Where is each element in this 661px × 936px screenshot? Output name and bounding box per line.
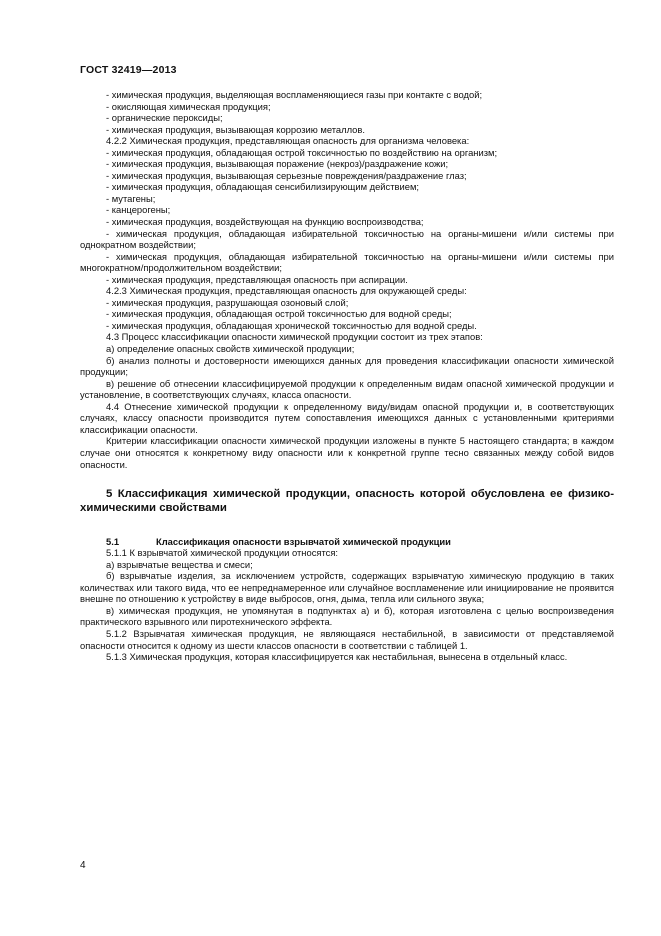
- page-number: 4: [80, 860, 86, 871]
- document-header: ГОСТ 32419—2013: [80, 64, 177, 76]
- list-item: - химическая продукция, вызывающая поражение (некроз)/раздражение кожи;: [106, 158, 449, 170]
- subsection-number: 5.1: [106, 535, 120, 547]
- list-item: - химическая продукция, выделяющая воспламеняющиеся газы при контакте с водой;: [106, 89, 483, 100]
- page-body: [80, 89, 614, 663]
- clause-4-4: 4.4 Отнесение химической продукции к определенному виду/видам опасной продукции и, в соответствующих случаях, классу опасности производится путем сопоставления имеющихся данных с установленными критериями классификации опасности.: [80, 400, 614, 435]
- list-item: - химическая продукция, обладающая острой токсичностью по воздействию на организм;: [106, 146, 498, 158]
- list-item: - канцерогены;: [106, 204, 171, 216]
- list-item: - химическая продукция, обладающая избирательной токсичностью на органы-мишени и/или системы при однократном воздействии;: [80, 227, 614, 251]
- clause-5-1-2: 5.1.2 Взрывчатая химическая продукция, не являющаяся нестабильной, в зависимости от представляемой опасности относится к одному из шести классов опасности в соответствии с таблицей 1.: [80, 628, 614, 651]
- clause-5-1-1: 5.1.1 К взрывчатой химической продукции относятся:: [106, 547, 339, 559]
- list-item: - химическая продукция, разрушающая озоновый слой;: [106, 296, 349, 308]
- list-item: - химическая продукция, обладающая острой токсичностью для водной среды;: [106, 308, 452, 320]
- paragraph: Критерии классификации опасности химической продукции изложены в пункте 5 настоящего стандарта; в каждом случае они относятся к конкретному виду опасности или к конкретной группе тесно связанных между собой видов опасности.: [80, 435, 614, 470]
- list-item: - окисляющая химическая продукция;: [106, 100, 271, 112]
- section-5-heading: 5 Классификация химической продукции, опасность которой обусловлена ее физико-химическими свойствами: [80, 488, 614, 514]
- list-item: а) взрывчатые вещества и смеси;: [106, 558, 253, 570]
- list-item: - органические пероксиды;: [106, 112, 223, 124]
- list-item: - мутагены;: [106, 192, 156, 204]
- clause-4-2-2: 4.2.2 Химическая продукция, представляющая опасность для организма человека:: [106, 135, 470, 147]
- list-item: - химическая продукция, обладающая сенсибилизирующим действием;: [106, 181, 420, 193]
- list-item: - химическая продукция, вызывающая серьезные повреждения/раздражение глаз;: [106, 169, 467, 181]
- list-item: - химическая продукция, воздействующая на функцию воспроизводства;: [106, 216, 424, 228]
- subsection-title: Классификация опасности взрывчатой химической продукции: [156, 535, 451, 547]
- clause-4-3: 4.3 Процесс классификации опасности химической продукции состоит из трех этапов:: [106, 331, 483, 343]
- list-item: в) решение об отнесении классифицируемой продукции к определенным видам опасной химической продукции и установление, в соответствующих случаях, класса опасности.: [80, 377, 614, 401]
- clause-5-1-3: 5.1.3 Химическая продукция, которая классифицируется как нестабильная, вынесена в отдельный класс.: [106, 651, 568, 663]
- list-item: - химическая продукция, представляющая опасность при аспирации.: [106, 273, 408, 285]
- list-item: а) определение опасных свойств химической продукции;: [106, 343, 355, 355]
- list-item: в) химическая продукция, не упомянутая в подпунктах а) и б), которая изготовлена с целью воспроизведения практического взрывного или пиротехнического эффекта.: [80, 604, 614, 628]
- list-item: - химическая продукция, обладающая хронической токсичностью для водной среды.: [106, 319, 477, 331]
- subsection-5-1-heading: [80, 536, 614, 548]
- list-item: - химическая продукция, обладающая избирательной токсичностью на органы-мишени и/или системы при многократном/продолжительном воздействии;: [80, 250, 614, 274]
- list-item: б) анализ полноты и достоверности имеющихся данных для проведения классификации опасности химической продукции;: [80, 354, 614, 378]
- clause-4-2-3: 4.2.3 Химическая продукция, представляющая опасность для окружающей среды:: [106, 285, 467, 297]
- list-item: б) взрывчатые изделия, за исключением устройств, содержащих взрывчатую химическую продукцию в таких количествах или такого вида, что ее непреднамеренное или случайное воспламенение или инициирование не проявится внешне по отношению к устройству в виде выбросов, огня, дыма, тепла или сильного звука;: [80, 570, 614, 605]
- list-item: - химическая продукция, вызывающая коррозию металлов.: [106, 123, 365, 135]
